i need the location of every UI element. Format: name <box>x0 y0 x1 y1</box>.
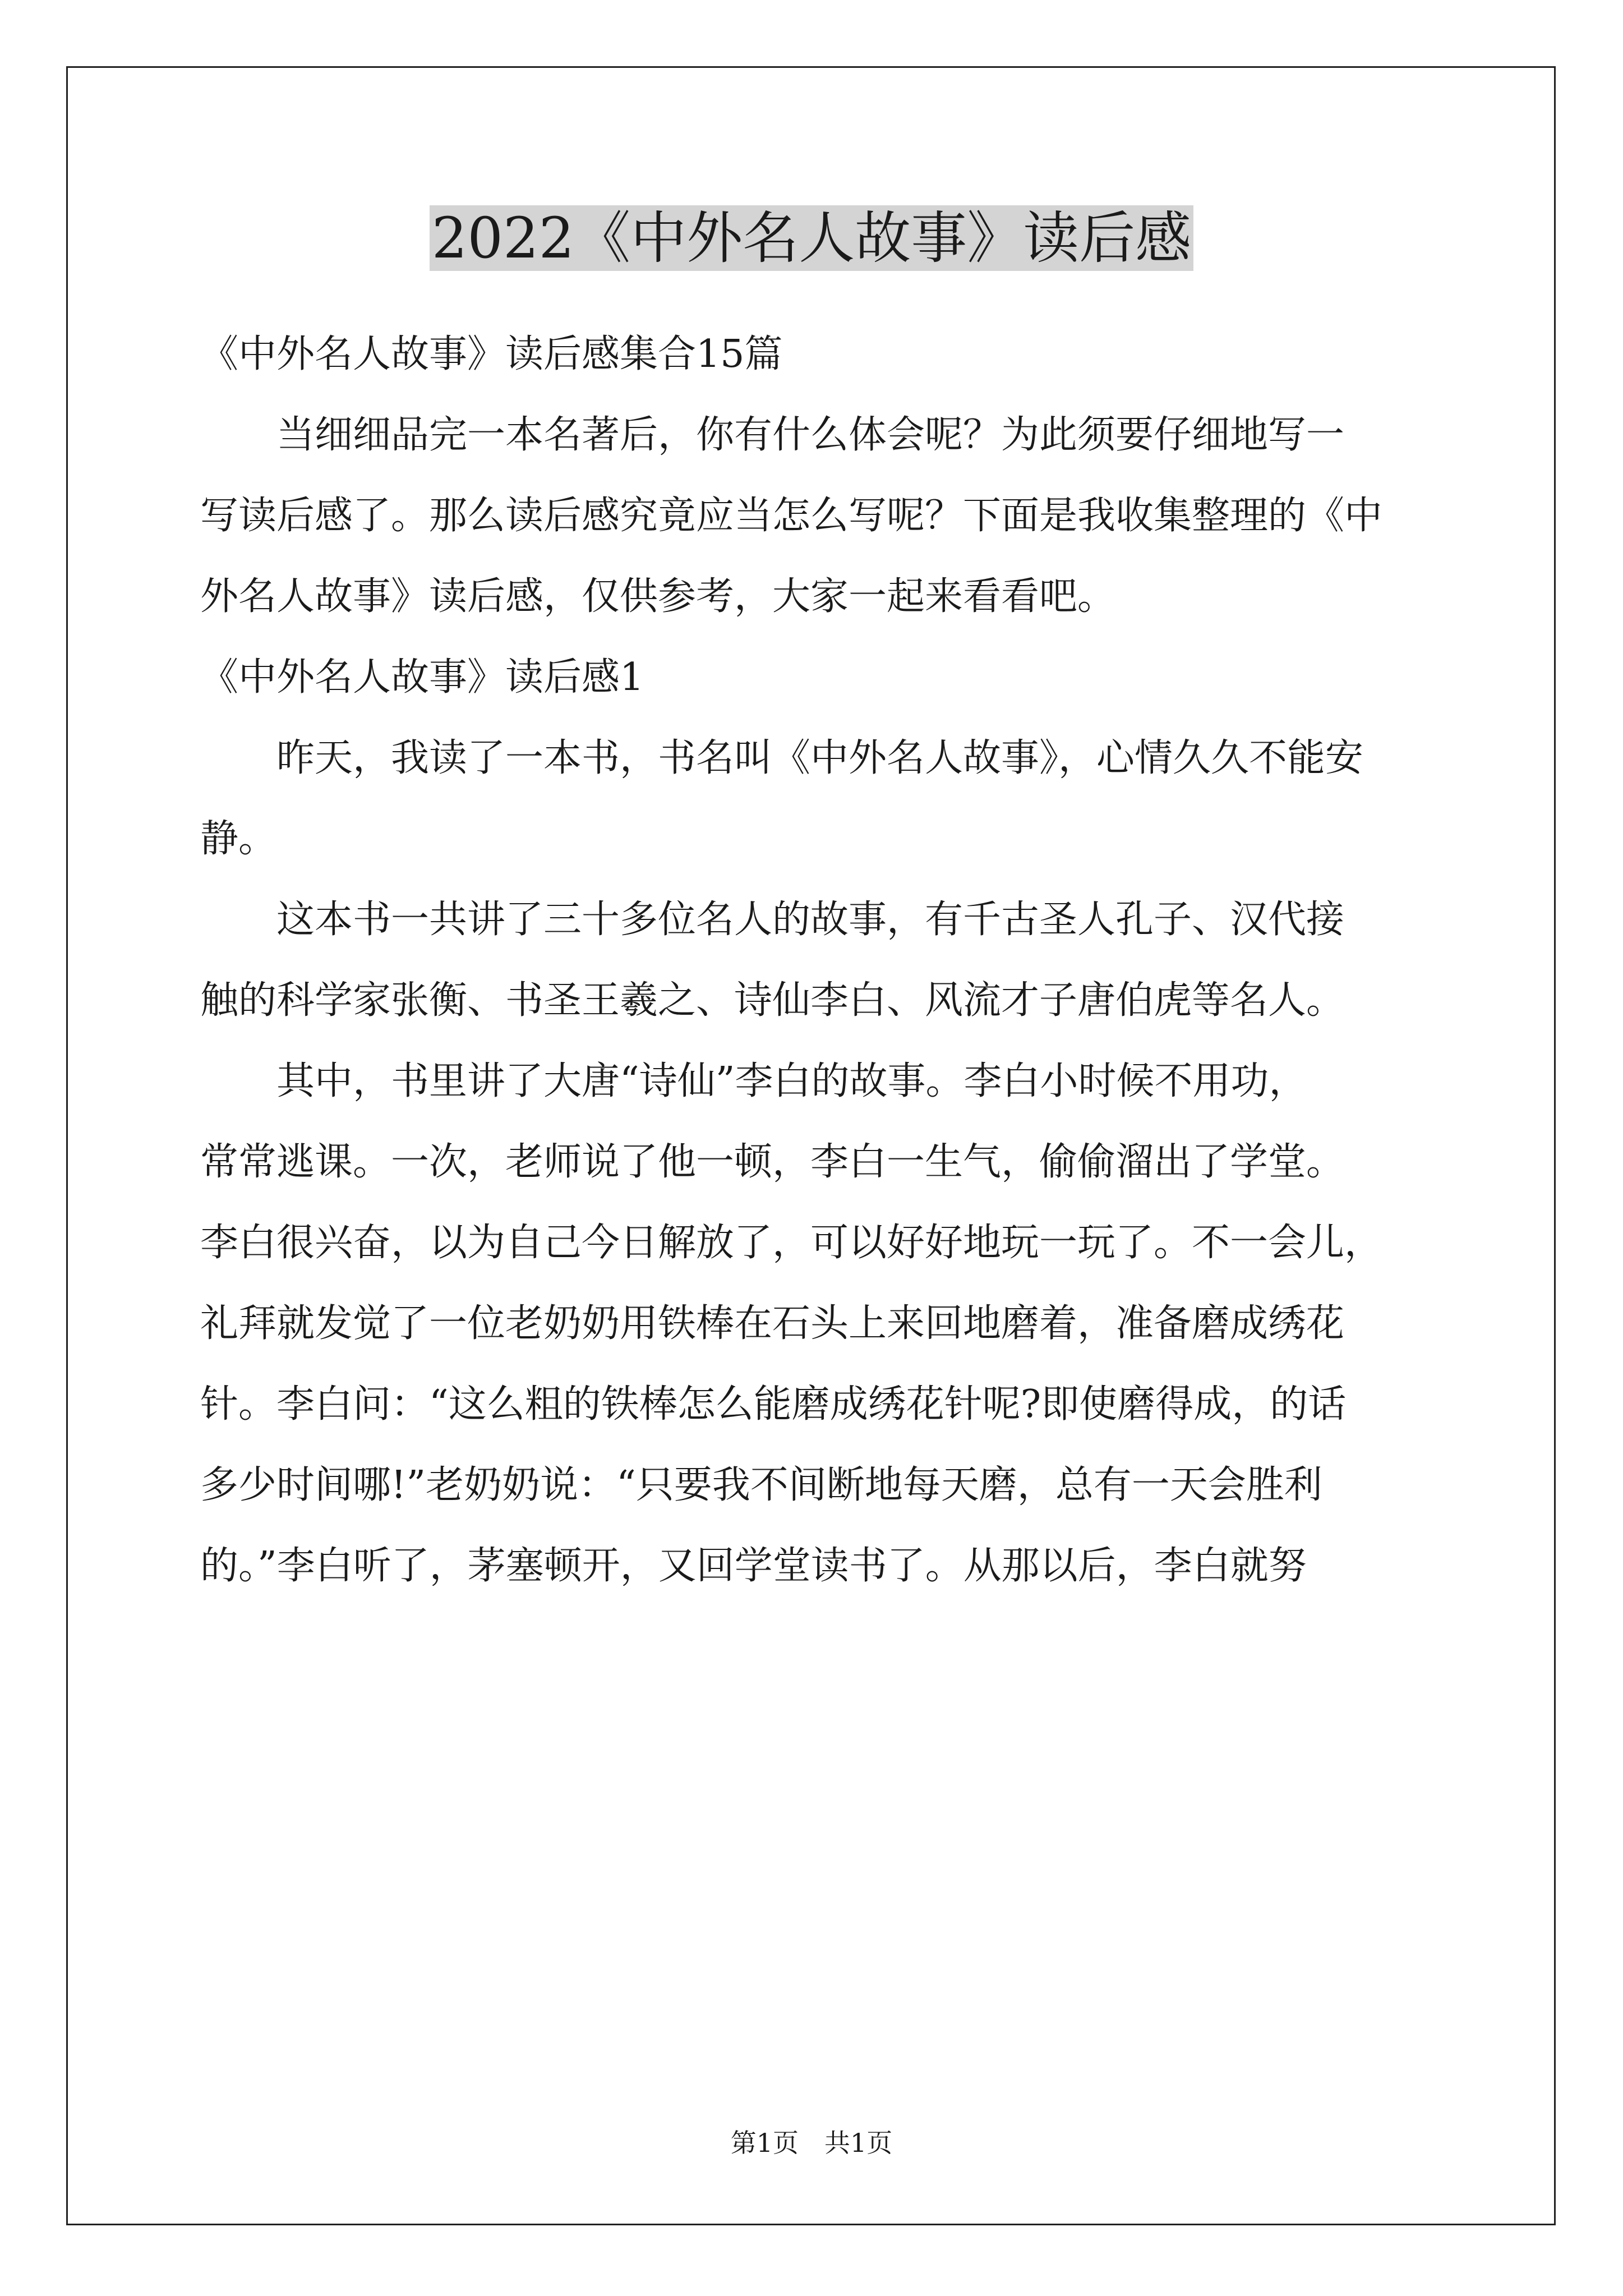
paragraph-line: 礼拜就发觉了一位老奶奶用铁棒在石头上来回地磨着，准备磨成绣花 <box>200 1301 1345 1346</box>
paragraph-line: 这本书一共讲了三十多位名人的故事，有千古圣人孔子、汉代接 <box>276 898 1345 942</box>
intro-paragraph-line: 当细细品完一本名著后，你有什么体会呢？为此须要仔细地写一 <box>276 413 1345 457</box>
paragraph-line: 触的科学家张衡、书圣王羲之、诗仙李白、风流才子唐伯虎等名人。 <box>200 978 1345 1023</box>
intro-paragraph-line: 外名人故事》读后感，仅供参考，大家一起来看看吧。 <box>200 574 1116 619</box>
paragraph-line: 静。 <box>200 817 277 861</box>
paragraph-line: 常常逃课。一次，老师说了他一顿，李白一生气，偷偷溜出了学堂。 <box>200 1140 1345 1184</box>
section-heading: 《中外名人故事》读后感1 <box>200 655 644 700</box>
intro-paragraph-line: 写读后感了。那么读后感究竟应当怎么写呢？下面是我收集整理的《中 <box>200 494 1383 538</box>
page-number: 第1页 <box>730 2128 799 2158</box>
page-footer <box>0 2126 1623 2160</box>
document-body <box>200 314 1434 1607</box>
paragraph-line: 的。”李白听了，茅塞顿开，又回学堂读书了。从那以后，李白就努 <box>200 1544 1307 1588</box>
paragraph-line: 昨天，我读了一本书，书名叫《中外名人故事》，心情久久不能安 <box>276 736 1364 780</box>
paragraph-line: 针。李白问：“这么粗的铁棒怎么能磨成绣花针呢?即使磨得成，的话 <box>200 1382 1347 1427</box>
page-total: 共1页 <box>824 2128 893 2158</box>
collection-heading: 《中外名人故事》读后感集合15篇 <box>200 332 783 376</box>
paragraph-line: 多少时间哪!”老奶奶说：“只要我不间断地每天磨，总有一天会胜利 <box>200 1463 1322 1507</box>
title-text: 2022《中外名人故事》读后感 <box>430 205 1194 271</box>
paragraph-line: 其中，书里讲了大唐“诗仙”李白的故事。李白小时候不用功， <box>276 1059 1307 1103</box>
paragraph-line: 李白很兴奋，以为自己今日解放了，可以好好地玩一玩了。不一会儿， <box>200 1221 1383 1265</box>
document-title <box>0 199 1623 278</box>
